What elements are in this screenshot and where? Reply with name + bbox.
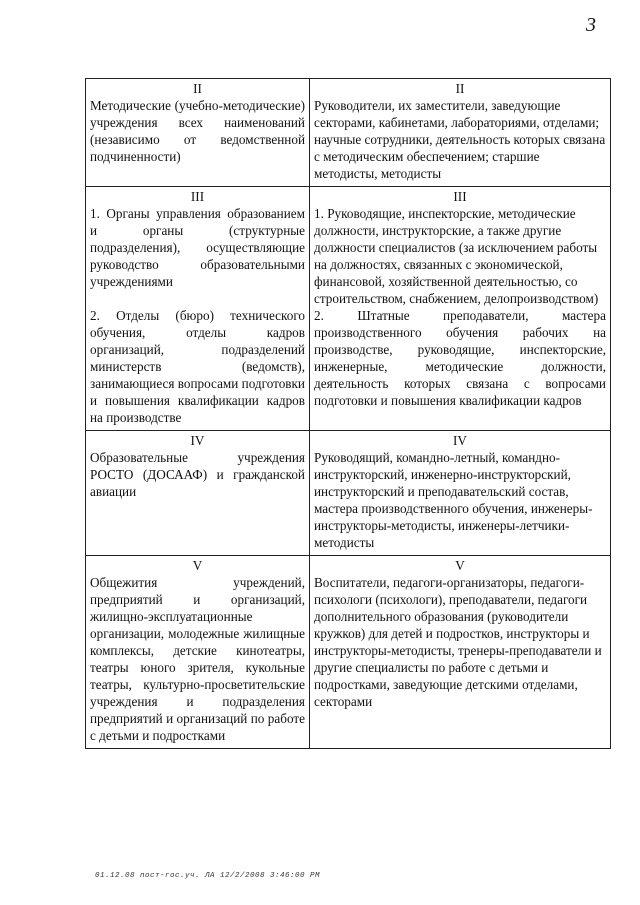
section-numeral: V: [192, 558, 203, 573]
table-row: [86, 556, 611, 749]
position-cell: [310, 556, 611, 749]
institution-text: 2. Отделы (бюро) технического обучения, отделы кадров организаций, подразделений министерств (ведомств), занимающиеся вопросами подготовки и повышения квалификации кадров на производстве: [90, 308, 305, 425]
table-row: [86, 431, 611, 556]
institution-text: Образовательные учреждения РОСТО (ДОСААФ) и гражданской авиации: [90, 450, 305, 499]
table-row: [86, 187, 611, 431]
position-text: 2. Штатные преподаватели, мастера производственного обучения рабочих на производстве, руководящие, инспекторские, инженерные, методические должности, деятельность которых связана с вопросами подготовки и повышения квалификации кадров: [314, 308, 606, 408]
section-numeral: IV: [453, 433, 467, 448]
position-text: Руководители, их заместители, заведующие секторами, кабинетами, лабораториями, отделами; научные сотрудники, деятельность которых связана с методическим обеспечением; старшие методисты, методисты: [314, 98, 606, 181]
section-numeral: V: [455, 558, 465, 573]
institution-text: Методические (учебно-методические) учреждения всех наименований (независимо от ведомственной подчиненности): [90, 98, 305, 164]
institution-text: Общежития учреждений, предприятий и организаций, жилищно-эксплуатационные организации, молодежные жилищные комплексы, детские кинотеатры, театры юного зрителя, кукольные театры, культурно-просветительские учреждения и подразделения предприятий и организаций по работе с детьми и подростками: [90, 575, 305, 743]
institution-cell: [86, 431, 310, 556]
position-cell: [310, 187, 611, 431]
section-numeral: IV: [190, 433, 205, 448]
section-numeral: III: [453, 189, 467, 204]
institution-text: 1. Органы управления образованием и органы (структурные подразделения), осуществляющие руководство образовательными учреждениями: [90, 206, 305, 289]
document-footer: 01.12.08 пост-гос.уч. ЛА 12/2/2008 3:46:00 PM: [95, 872, 321, 880]
position-text: Воспитатели, педагоги-организаторы, педагоги-психологи (психологи), преподаватели, педагоги дополнительного образования (руководители кружков) для детей и подростков, инструкторы и инструкторы-методисты, тренеры-преподаватели и другие специалисты по работе с детьми и подростками, заведующие детскими отделами, секторами: [314, 575, 602, 709]
position-text: Руководящий, командно-летный, командно-инструкторский, инженерно-инструкторский, инструкторский и преподавательский состав, мастера производственного обучения, инженеры-инструкторы-методисты, инженеры-летчики-методисты: [314, 450, 593, 550]
position-cell: [310, 431, 611, 556]
section-numeral: II: [455, 81, 465, 96]
institution-cell: [86, 187, 310, 431]
page-number: 3: [586, 14, 596, 36]
institution-cell: [86, 79, 310, 187]
positions-table: [85, 78, 611, 749]
section-numeral: III: [190, 189, 205, 204]
institution-cell: [86, 556, 310, 749]
position-text: 1. Руководящие, инспекторские, методические должности, инструкторские, а также другие должности специалистов (за исключением работы на должностях, связанных с экономической, финансовой, хозяйственной деятельностью, со строительством, снабжением, делопроизводством): [314, 206, 599, 306]
section-numeral: II: [193, 81, 202, 96]
paragraph-gap: [90, 290, 305, 307]
position-cell: [310, 79, 611, 187]
table-row: [86, 79, 611, 187]
